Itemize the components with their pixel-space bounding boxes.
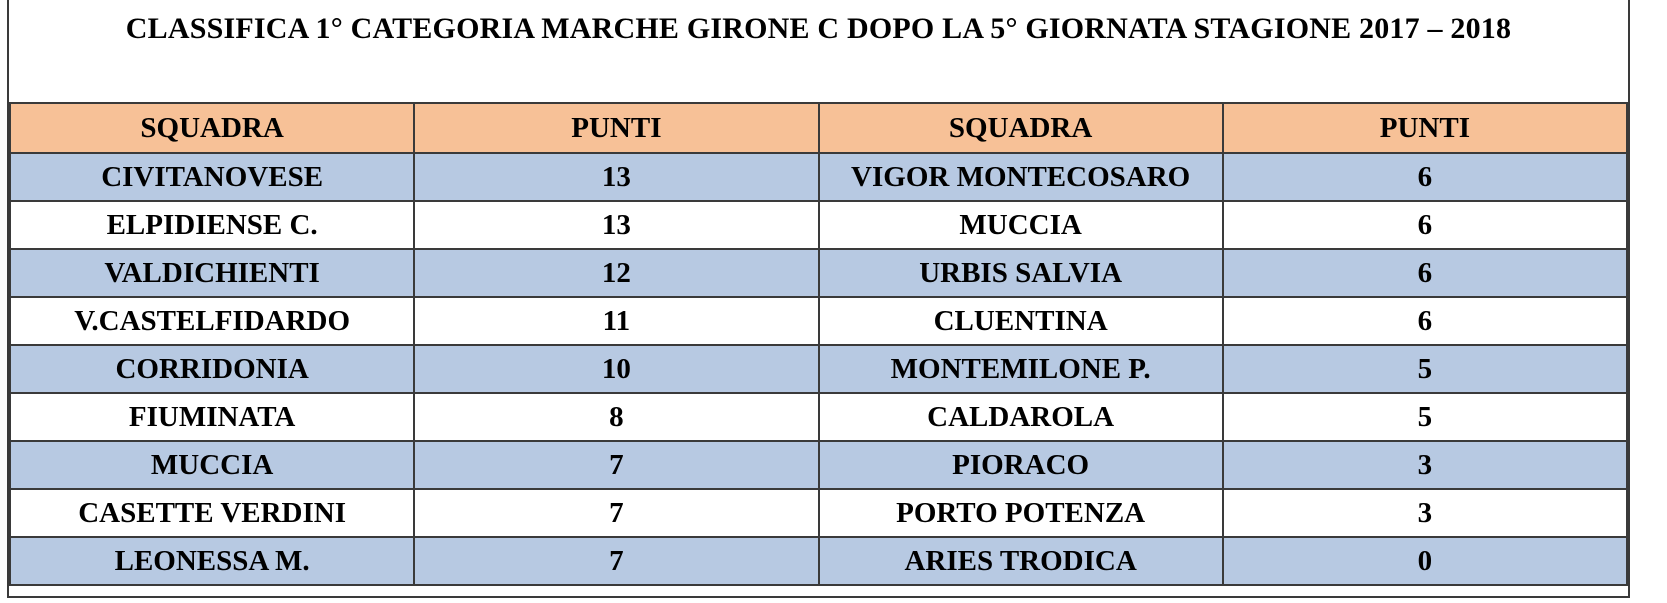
points-cell: 0 xyxy=(1223,537,1627,585)
team-cell: CLUENTINA xyxy=(819,297,1223,345)
points-cell: 6 xyxy=(1223,249,1627,297)
table-row xyxy=(10,153,1627,201)
table-row xyxy=(10,345,1627,393)
header-team-right: SQUADRA xyxy=(819,103,1223,153)
points-cell: 7 xyxy=(414,441,818,489)
team-cell: PORTO POTENZA xyxy=(819,489,1223,537)
points-cell: 12 xyxy=(414,249,818,297)
standings-document xyxy=(7,0,1630,598)
team-cell: VALDICHIENTI xyxy=(10,249,414,297)
team-cell: CORRIDONIA xyxy=(10,345,414,393)
points-cell: 13 xyxy=(414,201,818,249)
points-cell: 6 xyxy=(1223,297,1627,345)
header-points-left: PUNTI xyxy=(414,103,818,153)
table-row xyxy=(10,201,1627,249)
points-cell: 10 xyxy=(414,345,818,393)
points-cell: 7 xyxy=(414,489,818,537)
points-cell: 13 xyxy=(414,153,818,201)
team-cell: MUCCIA xyxy=(819,201,1223,249)
team-cell: MONTEMILONE P. xyxy=(819,345,1223,393)
team-cell: URBIS SALVIA xyxy=(819,249,1223,297)
title-area xyxy=(9,0,1628,104)
page-title: CLASSIFICA 1° CATEGORIA MARCHE GIRONE C DOPO LA 5° GIORNATA STAGIONE 2017 – 2018 xyxy=(125,12,1512,45)
table-row xyxy=(10,441,1627,489)
points-cell: 5 xyxy=(1223,345,1627,393)
table-row xyxy=(10,393,1627,441)
points-cell: 6 xyxy=(1223,153,1627,201)
standings-table xyxy=(9,102,1628,586)
team-cell: CALDAROLA xyxy=(819,393,1223,441)
team-cell: PIORACO xyxy=(819,441,1223,489)
points-cell: 5 xyxy=(1223,393,1627,441)
team-cell: VIGOR MONTECOSARO xyxy=(819,153,1223,201)
team-cell: LEONESSA M. xyxy=(10,537,414,585)
points-cell: 7 xyxy=(414,537,818,585)
points-cell: 3 xyxy=(1223,441,1627,489)
team-cell-leader: CIVITANOVESE xyxy=(10,153,414,201)
table-row xyxy=(10,249,1627,297)
points-cell: 6 xyxy=(1223,201,1627,249)
table-header-row xyxy=(10,103,1627,153)
table-row xyxy=(10,297,1627,345)
team-cell: CASETTE VERDINI xyxy=(10,489,414,537)
points-cell: 3 xyxy=(1223,489,1627,537)
team-cell: V.CASTELFIDARDO xyxy=(10,297,414,345)
points-cell: 8 xyxy=(414,393,818,441)
table-row xyxy=(10,537,1627,585)
team-cell: ARIES TRODICA xyxy=(819,537,1223,585)
team-cell: ELPIDIENSE C. xyxy=(10,201,414,249)
header-points-right: PUNTI xyxy=(1223,103,1627,153)
team-cell: FIUMINATA xyxy=(10,393,414,441)
header-team-left: SQUADRA xyxy=(10,103,414,153)
table-row xyxy=(10,489,1627,537)
team-cell: MUCCIA xyxy=(10,441,414,489)
points-cell: 11 xyxy=(414,297,818,345)
